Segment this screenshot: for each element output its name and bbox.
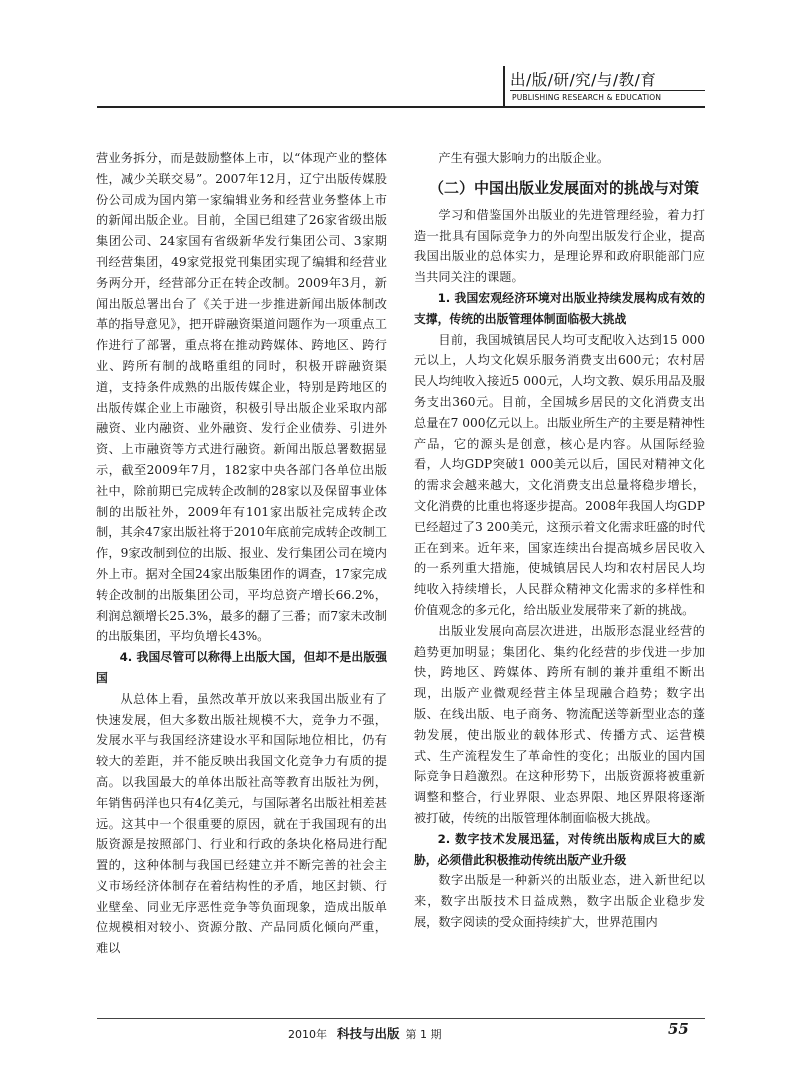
right-column	[414, 148, 705, 933]
header-rule-top	[510, 90, 705, 91]
section-heading: （二）中国出版业发展面对的挑战与对策	[429, 178, 700, 197]
paragraph: 学习和借鉴国外出版业的先进管理经验，着力打造一批具有国际竞争力的外向型出版发行企业，提高我国出版业的总体实力，是理论界和政府职能部门应当共同关注的课题。	[414, 207, 705, 285]
paragraph: 出版业发展向高层次进进，出版形态混业经营的趋势更加明显；集团化、集约化经营的步伐进一步加快，跨地区、跨媒体、跨所有制的兼并重组不断出现，出版产业微观经营主体呈现融合趋势；数字出版、在线出版、电子商务、物流配送等新型业态的蓬勃发展，使出版业的载体形式、传播方式、运营模式、生产流程发生了革命性的变化；出版业的国内国际竞争日趋激烈。在这种形势下，出版资源将被重新调整和整合，行业界限、业态界限、地区界限将逐渐被打破，传统的出版管理体制面临极大挑战。	[414, 623, 705, 825]
paragraph: 营业务拆分，而是鼓励整体上市，以“体现产业的整体性，减少关联交易”。2007年12月，辽宁出版传媒股份公司成为国内第一家编辑业务和经营业务整体上市的新闻出版企业。目前，全国已组建了26家省级出版集团公司、24家国有省级新华发行集团公司、3家期刊经营集团，49家党报党刊集团实现了编辑和经营业务两分开，经营部分正在转企改制。2009年3月，新闻出版总署出台了《关于进一步推进新闻出版体制改革的指导意见》，把开辟融资渠道问题作为一项重点工作进行了部署，重点将在推动跨媒体、跨地区、跨行业、跨所有制的战略重组的同时，积极开辟融资渠道，支持条件成熟的出版传媒企业，特别是跨地区的出版传媒企业上市融资，积极引导出版企业采取内部融资、业内融资、业外融资、发行企业债券、引进外资、上市融资等方式进行融资。新闻出版总署数据显示，截至2009年7月，182家中央各部门各单位出版社中，除前期已完成转企改制的28家以及保留事业体制的出版社外，2009年有101家出版社完成转企改制，其余47家出版社将于2010年底前完成转企改制工作，9家改制到位的出版、报业、发行集团公司在境内外上市。据对全国24家出版集团作的调查，17家完成转企改制的出版集团公司，平均总资产增长66.2%，利润总额增长25.3%，最多的翻了三番；而7家未改制的出版集团，平均负增长43%。	[96, 151, 387, 644]
paragraph: 数字出版是一种新兴的出版业态，进入新世纪以来，数字出版技术日益成熟，数字出版企业稳步发展，数字阅读的受众面持续扩大，世界范围内	[414, 873, 705, 929]
footer-rule	[97, 1018, 705, 1019]
journal-section-subtitle: PUBLISHING RESEARCH & EDUCATION	[512, 93, 662, 102]
page-number: 55	[668, 1020, 689, 1038]
header-rule-bottom	[97, 106, 705, 108]
footer-journal-name: 科技与出版	[337, 1026, 400, 1041]
subheading-2: 2. 数字技术发展迅猛，对传统出版构成巨大的威胁，必须借此积极推动传统出版产业升级	[414, 831, 705, 867]
paragraph: 产生有强大影响力的出版企业。	[438, 151, 610, 165]
subheading-4: 4. 我国尽管可以称得上出版大国，但却不是出版强国	[96, 650, 387, 685]
paragraph: 目前，我国城镇居民人均可支配收入达到15 000元以上，人均文化娱乐服务消费支出600元；农村居民人均纯收入接近5 000元，人均文教、娱乐用品及服务支出360元。目前，全国城乡居民的文化消费支出总量在7 000亿元以上。出版业所生产的主要是精神性产品，它的源头是创意，核心是内容。从国际经验看，人均GDP突破1 000美元以后，国民对精神文化的需求会越来越大，文化消费支出总量将稳步增长，文化消费的比重也将逐步提高。2008年我国人均GDP已经超过了3 200美元，这预示着文化需求旺盛的时代正在到来。近年来，国家连续出台提高城乡居民收入的一系列重大措施，使城镇居民人均和农村居民人均纯收入持续增长，人民群众精神文化需求的多样性和价值观念的多元化，给出版业发展带来了新的挑战。	[414, 332, 705, 617]
paragraph: 从总体上看，虽然改革开放以来我国出版业有了快速发展，但大多数出版社规模不大，竞争力不强，发展水平与我国经济建设水平和国际地位相比，仍有较大的差距，并不能反映出我国文化竞争力有质的提高。以我国最大的单体出版社高等教育出版社为例，年销售码洋也只有4亿美元，与国际著名出版社相差甚远。这其中一个很重要的原因，就在于我国现有的出版资源是按照部门、行业和行政的条块化格局进行配置的，这种体制与我国已经建立并不断完善的社会主义市场经济体制存在着结构性的矛盾，地区封锁、行业壁垒、同业无序恶性竞争等负面现象，造成出版单位规模相对较小、资源分散、产品同质化倾向严重，难以	[96, 691, 387, 956]
footer-year: 2010年	[288, 1028, 327, 1041]
header-vertical-rule	[503, 66, 505, 106]
subheading-1: 1. 我国宏观经济环境对出版业持续发展构成有效的支撑，传统的出版管理体制面临极大挑战	[414, 290, 705, 326]
journal-section-title: 出/版/研/究/与/教/育	[510, 71, 657, 89]
footer	[288, 1024, 442, 1042]
left-column	[96, 148, 387, 959]
footer-issue: 第 1 期	[405, 1028, 442, 1041]
